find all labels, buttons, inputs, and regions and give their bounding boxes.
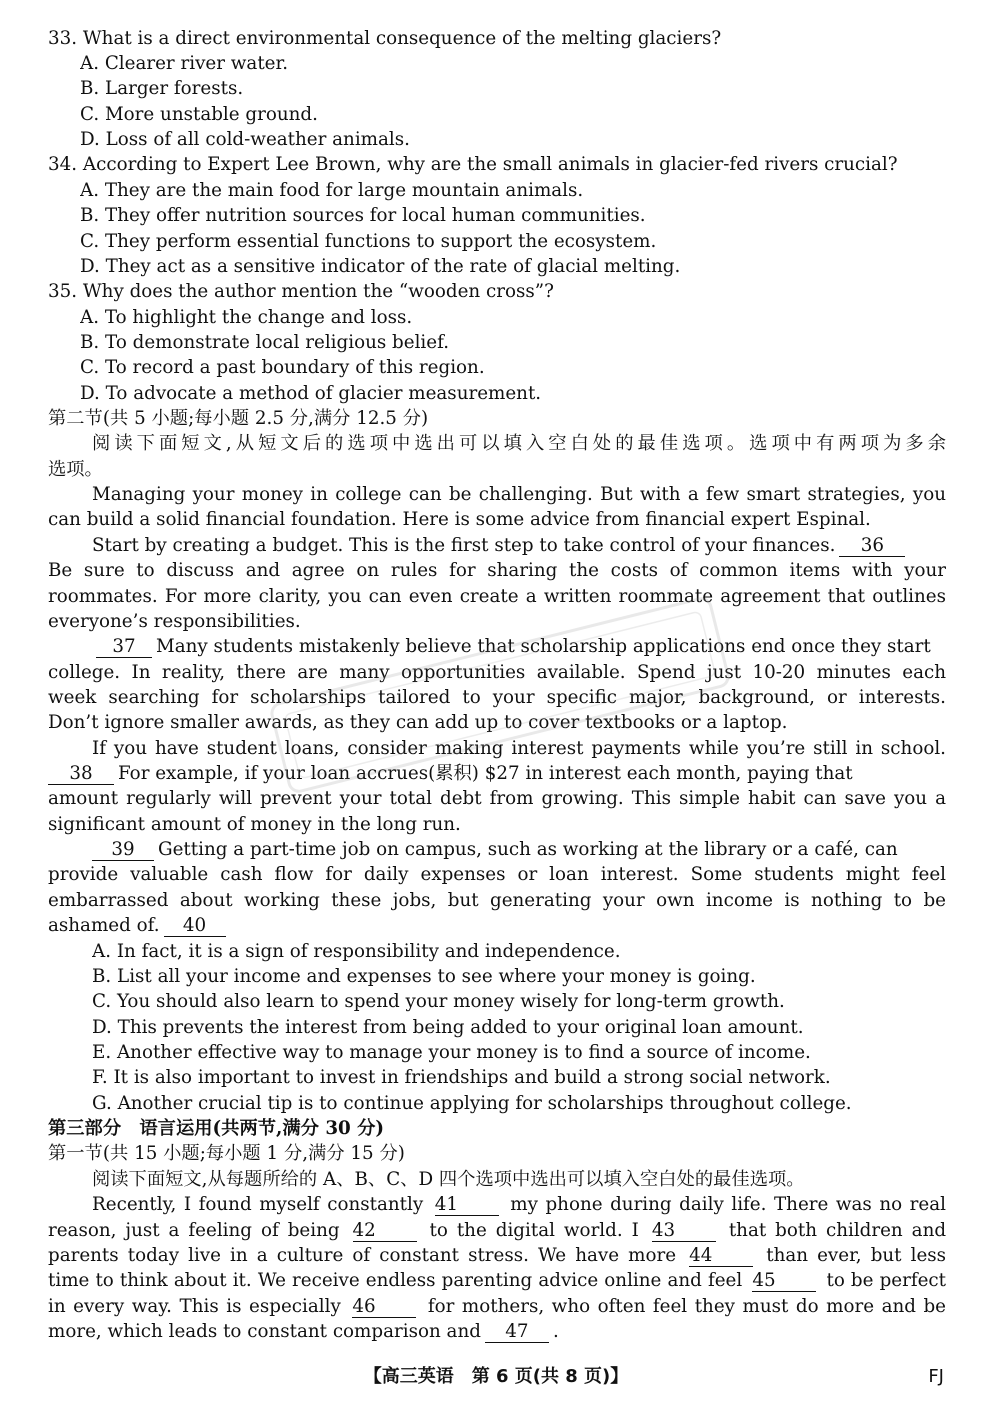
question-34-option-c: C. They perform essential functions to support the ecosystem.: [80, 231, 657, 252]
passage-text: that both children and: [728, 1220, 946, 1241]
blank-38: 38: [48, 764, 114, 785]
question-35-stem: 35. Why does the author mention the “wooden cross”?: [48, 281, 554, 302]
blank-46: 46: [352, 1297, 416, 1318]
section-2-heading: 第二节(共 5 小题;每小题 2.5 分,满分 12.5 分): [48, 408, 429, 429]
question-34-option-b: B. They offer nutrition sources for local human communities.: [80, 205, 646, 226]
passage-line: college. In reality, there are many opportunities available. Spend just 10-20 minutes each: [48, 662, 946, 683]
choice-option-e: E. Another effective way to manage your money is to find a source of income.: [92, 1042, 811, 1063]
question-33-stem: 33. What is a direct environmental consequence of the melting glaciers?: [48, 28, 722, 49]
question-33-option-d: D. Loss of all cold-weather animals.: [80, 129, 410, 150]
passage-text: for mothers, who often feel they must do more and be: [427, 1296, 946, 1317]
blank-41: 41: [435, 1195, 499, 1216]
passage-line: can build a solid financial foundation. Here is some advice from financial expert Espinal.: [48, 509, 871, 530]
question-34-option-d: D. They act as a sensitive indicator of the rate of glacial melting.: [80, 256, 681, 277]
passage-text: For example, if your loan accrues(累积) $27 in interest each month, paying that: [118, 763, 853, 784]
passage-text: parents today live in a culture of constant stress. We have more: [48, 1245, 677, 1266]
passage-text: time to think about it. We receive endless parenting advice online and feel: [48, 1270, 743, 1291]
passage-line: embarrassed about working these jobs, but generating your own income is nothing to be: [48, 890, 946, 911]
passage-line: Be sure to discuss and agree on rules for sharing the costs of common items with your: [48, 560, 946, 581]
passage-line: [48, 913, 946, 938]
passage-text: in every way. This is especially: [48, 1296, 341, 1317]
passage-text: Getting a part-time job on campus, such as working at the library or a café, can: [158, 839, 898, 860]
passage-line: [48, 1243, 946, 1268]
blank-47: 47: [485, 1322, 549, 1343]
passage-text: Start by creating a budget. This is the first step to take control of your finances.: [92, 535, 836, 556]
passage-line: [48, 1294, 946, 1319]
blank-42: 42: [353, 1221, 417, 1242]
passage-line: [96, 634, 946, 659]
choice-option-b: B. List all your income and expenses to see where your money is going.: [92, 966, 756, 987]
passage-line: [92, 1192, 946, 1217]
passage-line: amount regularly will prevent your total debt from growing. This simple habit can save you a: [48, 788, 946, 809]
passage-text: to the digital world. I: [429, 1220, 639, 1241]
choice-option-d: D. This prevents the interest from being added to your original loan amount.: [92, 1017, 804, 1038]
blank-40: 40: [164, 916, 226, 937]
question-33-option-a: A. Clearer river water.: [80, 53, 289, 74]
choice-option-g: G. Another crucial tip is to continue applying for scholarships throughout college.: [92, 1093, 852, 1114]
region-code: FJ: [928, 1366, 944, 1387]
passage-text: reason, just a feeling of being: [48, 1220, 340, 1241]
question-34-stem: 34. According to Expert Lee Brown, why are the small animals in glacier-fed rivers crucial?: [48, 154, 898, 175]
passage-line: [48, 1319, 946, 1344]
passage-text: more, which leads to constant comparison and: [48, 1321, 481, 1342]
passage-text: Many students mistakenly believe that scholarship applications end once they start: [156, 636, 931, 657]
section-2-instruction-cont: 选项。: [48, 459, 103, 480]
question-33-option-c: C. More unstable ground.: [80, 104, 318, 125]
blank-43: 43: [652, 1221, 716, 1242]
passage-text: to be perfect: [826, 1270, 946, 1291]
passage-text: than ever, but less: [766, 1245, 946, 1266]
blank-39: 39: [92, 840, 154, 861]
question-35-option-c: C. To record a past boundary of this region.: [80, 357, 485, 378]
question-35-option-a: A. To highlight the change and loss.: [80, 307, 413, 328]
blank-37: 37: [96, 637, 152, 658]
blank-36: 36: [839, 536, 905, 557]
passage-line: Don’t ignore smaller awards, as they can add up to cover textbooks or a laptop.: [48, 712, 788, 733]
passage-line: everyone’s responsibilities.: [48, 611, 301, 632]
passage-text: my phone during daily life. There was no real: [510, 1194, 946, 1215]
choice-option-a: A. In fact, it is a sign of responsibility and independence.: [92, 941, 621, 962]
passage-line: [92, 533, 946, 558]
section-2-instruction: 阅读下面短文,从短文后的选项中选出可以填入空白处的最佳选项。选项中有两项为多余: [92, 433, 946, 454]
choice-option-c: C. You should also learn to spend your money wisely for long-term growth.: [92, 991, 785, 1012]
passage-line: If you have student loans, consider making interest payments while you’re still in school.: [92, 738, 946, 759]
page-footer: 【高三英语 第 6 页(共 8 页)】: [363, 1366, 629, 1387]
blank-45: 45: [752, 1271, 816, 1292]
question-33-option-b: B. Larger forests.: [80, 78, 244, 99]
blank-44: 44: [689, 1246, 753, 1267]
passage-line: [48, 761, 946, 786]
passage-line: roommates. For more clarity, you can even create a written roommate agreement that outlines: [48, 586, 946, 607]
choice-option-f: F. It is also important to invest in friendships and build a strong social network.: [92, 1067, 831, 1088]
passage-line: [92, 837, 946, 862]
part-3-heading: 第三部分 语言运用(共两节,满分 30 分): [48, 1118, 385, 1139]
part-3-instruction: 阅读下面短文,从每题所给的 A、B、C、D 四个选项中选出可以填入空白处的最佳选项。: [92, 1169, 805, 1190]
passage-line: Managing your money in college can be challenging. But with a few smart strategies, you: [92, 484, 946, 505]
passage-line: [48, 1218, 946, 1243]
passage-line: significant amount of money in the long run.: [48, 814, 461, 835]
passage-line: week searching for scholarships tailored to your specific major, background, or interests.: [48, 687, 946, 708]
passage-text: ashamed of.: [48, 915, 160, 936]
passage-text: .: [552, 1321, 559, 1342]
question-34-option-a: A. They are the main food for large mountain animals.: [80, 180, 584, 201]
question-35-option-d: D. To advocate a method of glacier measurement.: [80, 383, 542, 404]
passage-line: provide valuable cash flow for daily expenses or loan interest. Some students might feel: [48, 864, 946, 885]
passage-text: Recently, I found myself constantly: [92, 1194, 424, 1215]
question-35-option-b: B. To demonstrate local religious belief.: [80, 332, 450, 353]
passage-line: [48, 1268, 946, 1293]
part-3-sub-heading: 第一节(共 15 小题;每小题 1 分,满分 15 分): [48, 1143, 405, 1164]
